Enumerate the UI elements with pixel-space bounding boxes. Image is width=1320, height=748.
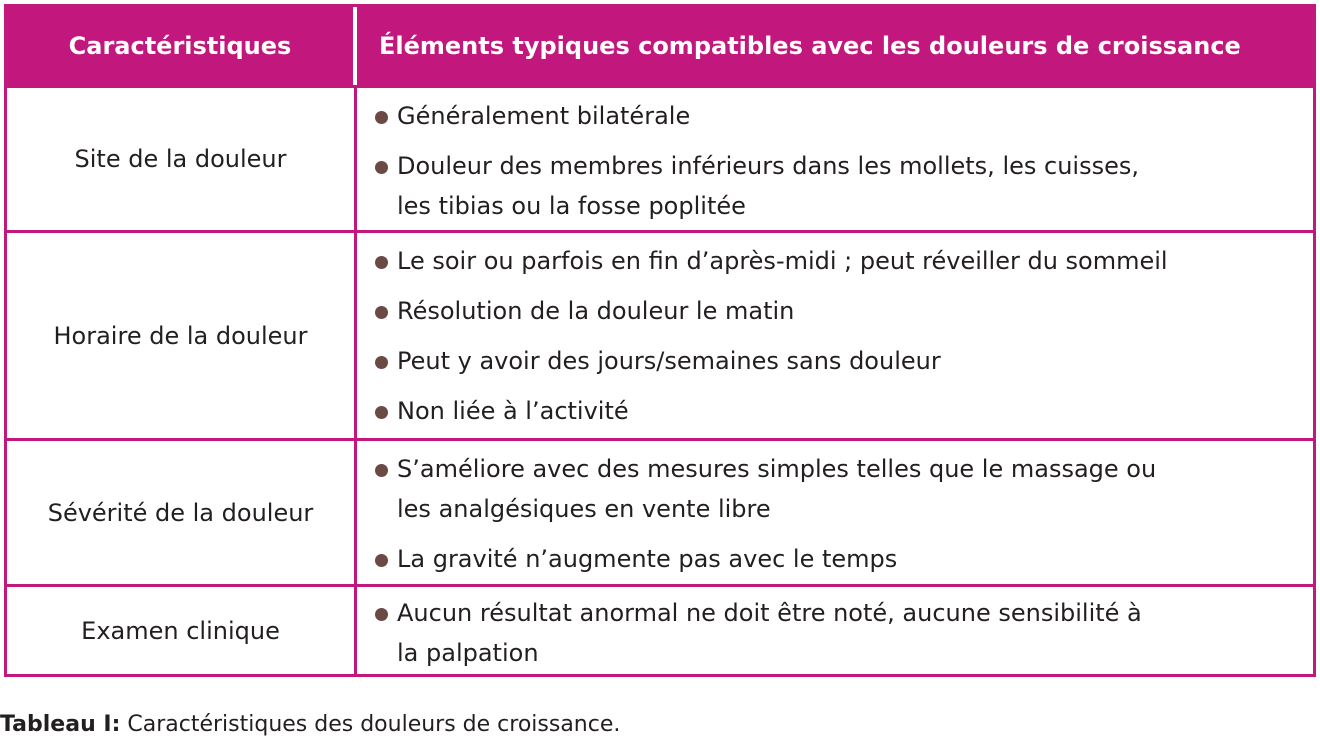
header-characteristics: Caractéristiques (7, 7, 357, 85)
bullet-icon (375, 464, 388, 477)
row-label: Site de la douleur (7, 88, 357, 230)
table-row (7, 438, 1313, 584)
item-line: les tibias ou la fosse poplitée (397, 192, 746, 220)
item-line: Aucun résultat anormal ne doit être noté, aucune sensibilité à (397, 599, 1142, 627)
list-item (373, 449, 1313, 529)
row-label: Examen clinique (7, 587, 357, 674)
row-label: Sévérité de la douleur (7, 441, 357, 584)
header-typical-elements: Éléments typiques compatibles avec les douleurs de croissance (379, 32, 1241, 60)
row-items (357, 233, 1313, 438)
item-line: Généralement bilatérale (397, 102, 691, 130)
item-line: Douleur des membres inférieurs dans les mollets, les cuisses, (397, 152, 1139, 180)
caption-text: Caractéristiques des douleurs de croissance. (120, 712, 621, 737)
bullet-icon (375, 111, 388, 124)
characteristics-table (4, 4, 1316, 677)
bullet-icon (375, 161, 388, 174)
list-item (373, 291, 1313, 331)
item-line: Résolution de la douleur le matin (397, 297, 795, 325)
table-header (7, 7, 1313, 85)
bullet-icon (375, 306, 388, 319)
item-line: S’améliore avec des mesures simples telles que le massage ou (397, 455, 1157, 483)
bullet-icon (375, 256, 388, 269)
table-row (7, 230, 1313, 438)
list-item (373, 391, 1313, 431)
list-item (373, 241, 1313, 281)
item-line: Le soir ou parfois en fin d’après-midi ; peut réveiller du sommeil (397, 247, 1168, 275)
item-line: la palpation (397, 639, 539, 667)
row-items (357, 88, 1313, 230)
bullet-icon (375, 356, 388, 369)
row-items (357, 587, 1313, 674)
row-label: Horaire de la douleur (7, 233, 357, 438)
list-item (373, 341, 1313, 381)
list-item (373, 96, 1313, 136)
item-line: La gravité n’augmente pas avec le temps (397, 545, 898, 573)
caption-label: Tableau I: (0, 712, 121, 737)
item-line: les analgésiques en vente libre (397, 495, 771, 523)
list-item (373, 146, 1313, 226)
bullet-icon (375, 406, 388, 419)
table-caption (0, 712, 620, 737)
item-line: Peut y avoir des jours/semaines sans douleur (397, 347, 941, 375)
item-line: Non liée à l’activité (397, 397, 629, 425)
row-items (357, 441, 1313, 584)
table-row (7, 584, 1313, 674)
list-item (373, 539, 1313, 579)
bullet-icon (375, 608, 388, 621)
list-item (373, 593, 1313, 673)
table-row (7, 85, 1313, 230)
bullet-icon (375, 554, 388, 567)
